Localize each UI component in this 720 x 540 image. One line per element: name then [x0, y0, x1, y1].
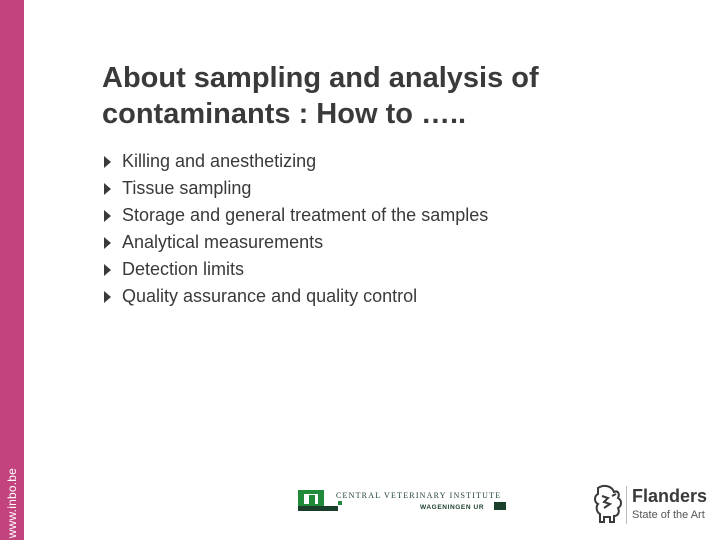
bullet-item — [104, 229, 488, 256]
slide-title-line-1: About sampling and analysis of — [102, 62, 539, 94]
bullet-arrow-icon — [104, 264, 111, 276]
sidebar-band — [0, 0, 24, 540]
cvi-logo-dot — [338, 501, 342, 505]
bullet-item — [104, 202, 488, 229]
bullet-text: Analytical measurements — [122, 232, 324, 252]
bullet-arrow-icon — [104, 156, 111, 168]
cvi-logo — [298, 490, 510, 516]
flanders-lion-icon — [592, 484, 624, 526]
bullet-arrow-icon — [104, 237, 111, 249]
cvi-logo-bar — [309, 495, 315, 507]
sidebar-url-text: www.inbo.be — [5, 468, 19, 539]
sidebar-url — [2, 468, 22, 539]
bullet-arrow-icon — [104, 210, 111, 222]
bullet-text: Storage and general treatment of the samples — [122, 205, 489, 225]
bullet-item — [104, 148, 488, 175]
flanders-wordmark — [632, 486, 707, 522]
cvi-logo-wageningen: WAGENINGEN UR — [420, 504, 485, 511]
bullet-arrow-icon — [104, 183, 111, 195]
bullet-text: Detection limits — [122, 259, 245, 279]
flanders-logo — [592, 484, 710, 528]
slide-title-line-2: contaminants : How to ….. — [102, 98, 467, 130]
flanders-tagline: State of the Art — [632, 509, 705, 521]
bullet-text: Quality assurance and quality control — [122, 286, 418, 306]
bullet-text: Killing and anesthetizing — [122, 151, 317, 171]
bullet-arrow-icon — [104, 291, 111, 303]
bullet-item — [104, 256, 488, 283]
bullet-item — [104, 283, 488, 310]
bullet-text: Tissue sampling — [122, 178, 252, 198]
cvi-logo-name: CENTRAL VETERINARY INSTITUTE — [336, 491, 502, 500]
flanders-name: Flanders — [632, 486, 708, 506]
bullet-list — [104, 148, 488, 310]
slide-title — [102, 60, 682, 132]
cvi-logo-ur-box — [494, 502, 506, 510]
cvi-logo-base — [298, 506, 338, 511]
flanders-divider — [626, 486, 627, 524]
bullet-item — [104, 175, 488, 202]
